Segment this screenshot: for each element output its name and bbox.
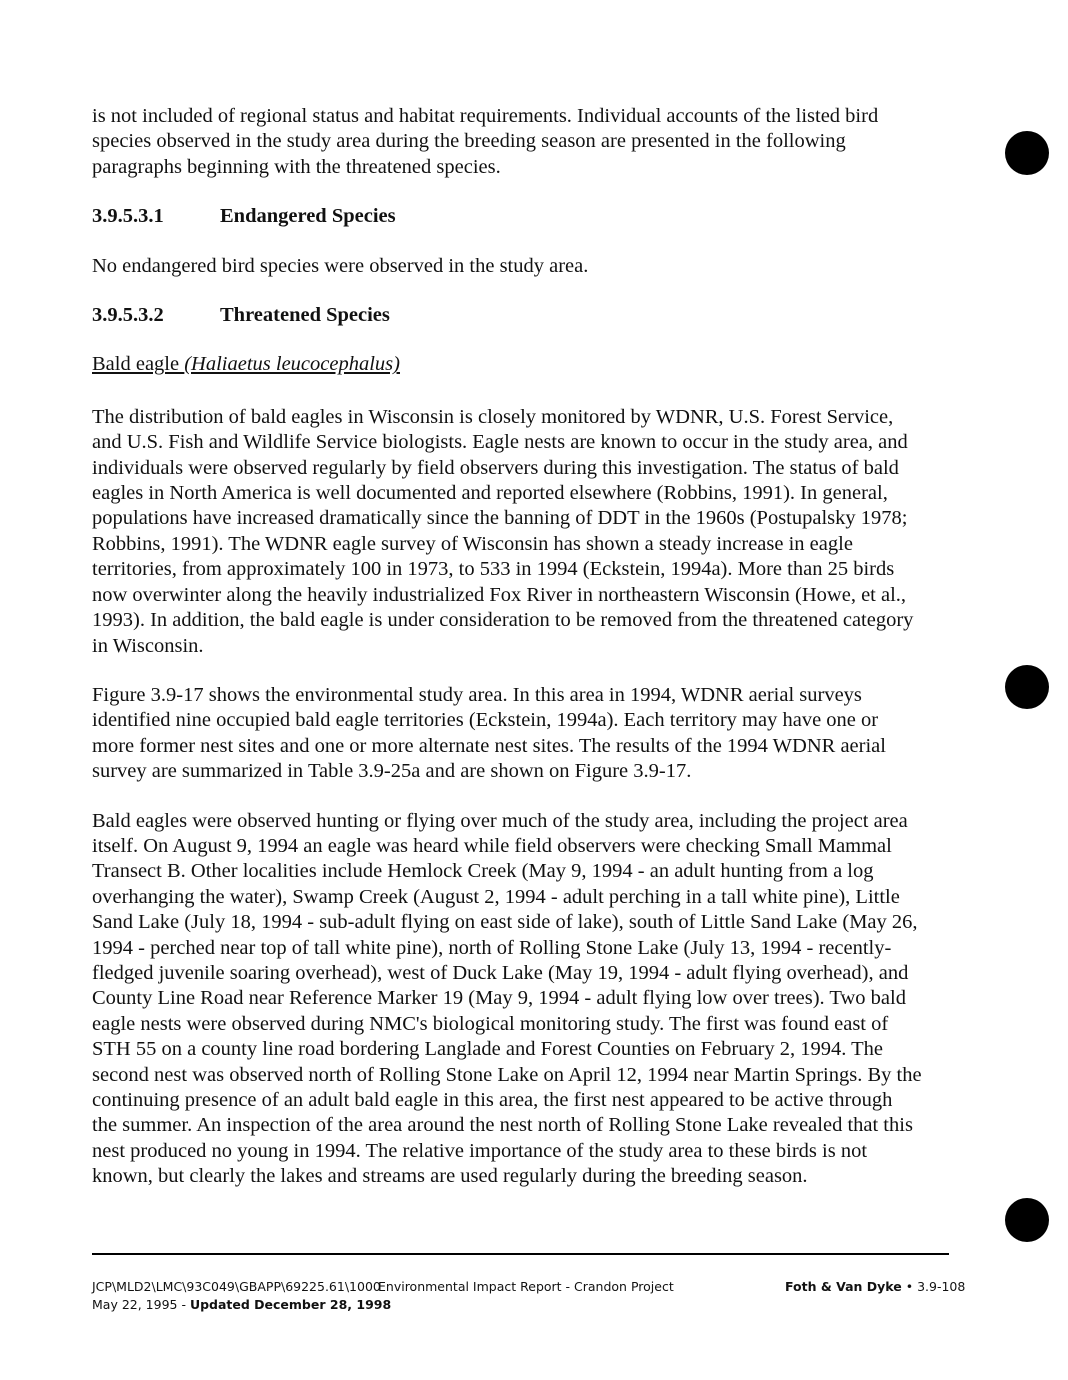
document-body — [92, 104, 922, 1214]
footer-divider — [92, 1253, 949, 1255]
binder-hole-punch-top — [1005, 131, 1049, 175]
section-heading-endangered — [92, 204, 922, 229]
section-heading-threatened — [92, 303, 922, 328]
footer-report-title: Environmental Impact Report - Crandon Project — [378, 1279, 674, 1294]
footer-left — [92, 1278, 391, 1314]
section-title: Threatened Species — [220, 304, 390, 327]
footer-separator: • — [901, 1279, 918, 1294]
intro-paragraph: is not included of regional status and habitat requirements. Individual accounts of the listed bird species observed in the study area during the breeding season are presented in the following paragraphs beginning with the threatened species. — [92, 105, 879, 178]
footer-company: Foth & Van Dyke — [785, 1279, 902, 1294]
footer-right — [785, 1278, 965, 1296]
species-latin-name: (Haliaetus leucocephalus) — [184, 353, 400, 376]
body-paragraph: Figure 3.9-17 shows the environmental study area. In this area in 1994, WDNR aerial surveys identified nine occupied bald eagle territories (Eckstein, 1994a). Each territory may have one or more former nest sites and one or more alternate nest sites. The results of the 1994 WDNR aerial survey are summarized in Table 3.9-25a and are shown on Figure 3.9-17. — [92, 683, 886, 783]
section-number: 3.9.5.3.2 — [92, 304, 164, 327]
binder-hole-punch-bottom — [1005, 1198, 1049, 1242]
species-common-name: Bald eagle — [92, 353, 185, 376]
footer-date: May 22, 1995 - Updated December 28, 1998 — [92, 1297, 392, 1312]
body-paragraph: The distribution of bald eagles in Wisconsin is closely monitored by WDNR, U.S. Forest Service, and U.S. Fish and Wildlife Service biologists. Eagle nests are known to occur in the study area, and individuals were observed regularly by field observers during this investigation. The status of bald eagles in North America is well documented and reported elsewhere (Robbins, 1991). In general, populations have increased dramatically since the banning of DDT in the 1960s (Postupalsky 1978; Robbins, 1991). The WDNR eagle survey of Wisconsin has shown a steady increase in eagle territories, from approximately 100 in 1973, to 533 in 1994 (Eckstein, 1994a). More than 25 birds now overwinter along the heavily industrialized Fox River in northeastern Wisconsin (Howe, et al., 1993). In addition, the bald eagle is under consideration to be removed from the threatened category in Wisconsin. — [92, 405, 914, 657]
section-number: 3.9.5.3.1 — [92, 205, 164, 228]
section-title: Endangered Species — [220, 205, 396, 228]
footer-updated-date: Updated December 28, 1998 — [189, 1297, 392, 1312]
species-subheading — [92, 352, 922, 377]
binder-hole-punch-middle — [1005, 665, 1049, 709]
endangered-paragraph: No endangered bird species were observed in the study area. — [92, 254, 589, 277]
footer-page-number: 3.9-108 — [917, 1279, 966, 1294]
footer-file-path: JCP\MLD2\LMC\93C049\GBAPP\69225.61\1000 — [92, 1279, 381, 1294]
body-paragraph: Bald eagles were observed hunting or flying over much of the study area, including the project area itself. On August 9, 1994 an eagle was heard while field observers were checking Small Mammal Transect B. Other localities include Hemlock Creek (May 9, 1994 - an adult hunting from a log overhanging the water), Swamp Creek (August 2, 1994 - adult perching in a tall white pine), Little Sand Lake (July 18, 1994 - sub-adult flying on east side of lake), south of Little Sand Lake (May 26, 1994 - perched near top of tall white pine), north of Rolling Stone Lake (July 13, 1994 - recently-fledged juvenile soaring overhead), west of Duck Lake (May 19, 1994 - adult flying overhead), and County Line Road near Reference Marker 19 (May 9, 1994 - adult flying low over trees). Two bald eagle nests were observed during NMC's biological monitoring study. The first was found east of STH 55 on a county line road bordering Langlade and Forest Counties on February 2, 1994. The second nest was observed north of Rolling Stone Lake on April 12, 1994 near Martin Springs. By the continuing presence of an adult bald eagle in this area, the first nest appeared to be active through the summer. An inspection of the area around the nest north of Rolling Stone Lake revealed that this nest produced no young in 1994. The relative importance of the study area to these birds is not known, but clearly the lakes and streams are used regularly during the breeding season. — [92, 809, 922, 1188]
